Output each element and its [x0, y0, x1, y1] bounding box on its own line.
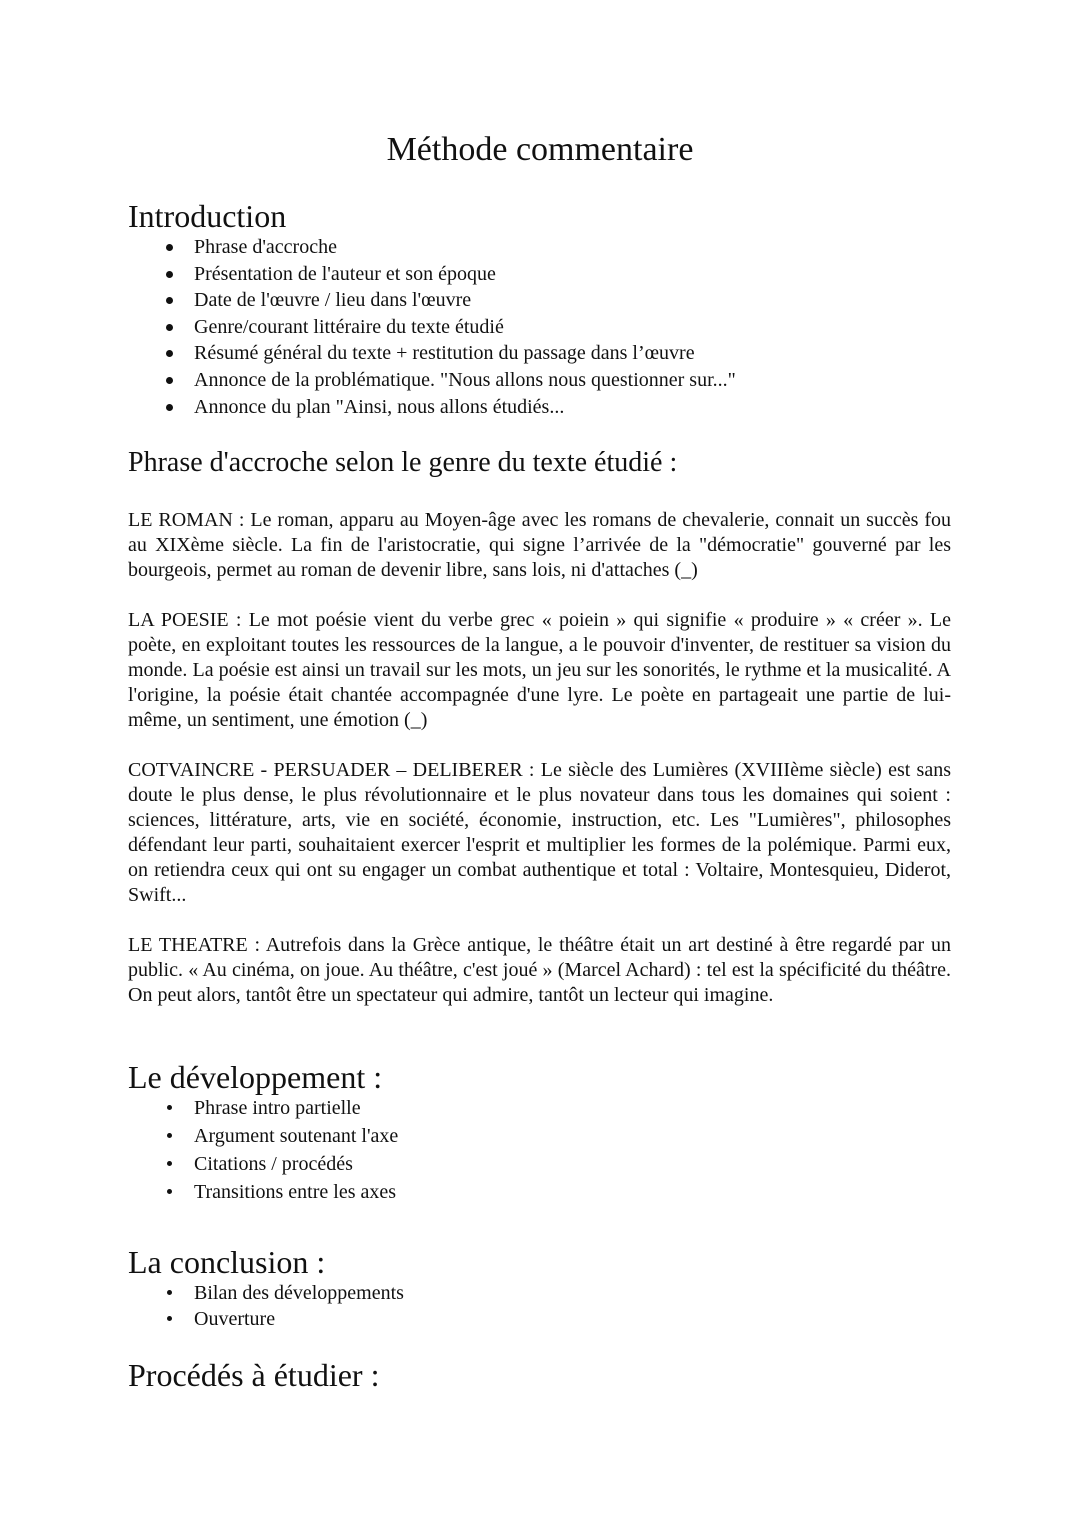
list-item: Bilan des développements	[128, 1280, 948, 1306]
list-item: Annonce du plan "Ainsi, nous allons étudiés...	[128, 394, 948, 421]
introduction-list	[128, 234, 948, 420]
conclusion-list	[128, 1280, 948, 1332]
list-item: Transitions entre les axes	[128, 1178, 948, 1206]
list-item: Citations / procédés	[128, 1150, 948, 1178]
list-item: Annonce de la problématique. "Nous allons nous questionner sur..."	[128, 367, 948, 394]
paragraph-poesie: LA POESIE : Le mot poésie vient du verbe grec « poiein » qui signifie « produire » « créer ». Le poète, en exploitant toutes les ressources de la langue, a le pouvoir d'inventer, de restituer sa vision du monde. La poésie est ainsi un travail sur les mots, un jeu sur les sonorités, le rythme et la musicalité. A l'origine, la poésie était chantée accompagnée d'une lyre. Le poète en partageait une partie de lui-même, un sentiment, une émotion (_)	[128, 609, 951, 731]
paragraph-roman: LE ROMAN : Le roman, apparu au Moyen-âge avec les romans de chevalerie, connait un succès fou au XIXème siècle. La fin de l'aristocratie, qui signe l’arrivée de la "démocratie" gouverné par les bourgeois, permet au roman de devenir libre, sans lois, ni d'attaches (_)	[128, 509, 951, 581]
paragraph-theatre: LE THEATRE : Autrefois dans la Grèce antique, le théâtre était un art destiné à être regardé par un public. « Au cinéma, on joue. Au théâtre, c'est joué » (Marcel Achard) : tel est la spécificité du théâtre. On peut alors, tantôt être un spectateur qui admire, tantôt un lecteur qui imagine.	[128, 934, 951, 1006]
list-item: Genre/courant littéraire du texte étudié	[128, 314, 948, 341]
conclusion-heading: La conclusion :	[128, 1244, 326, 1280]
list-item: Phrase d'accroche	[128, 234, 948, 261]
developpement-heading: Le développement :	[128, 1059, 383, 1095]
developpement-list	[128, 1094, 948, 1206]
procedes-heading: Procédés à étudier :	[128, 1357, 380, 1393]
list-item: Argument soutenant l'axe	[128, 1122, 948, 1150]
list-item: Phrase intro partielle	[128, 1094, 948, 1122]
list-item: Résumé général du texte + restitution du passage dans l’œuvre	[128, 340, 948, 367]
list-item: Présentation de l'auteur et son époque	[128, 261, 948, 288]
list-item: Date de l'œuvre / lieu dans l'œuvre	[128, 287, 948, 314]
paragraph-lumieres: COTVAINCRE - PERSUADER – DELIBERER : Le siècle des Lumières (XVIIIème siècle) est sans doute le plus dense, le plus révolutionnaire et le plus novateur dans tous les domaines qui soient : sciences, littérature, arts, vie en société, économie, instruction, etc. Les "Lumières", philosophes défendant leur parti, souhaitaient exercer l'esprit et multiplier les formes de la polémique. Parmi eux, on retiendra ceux qui ont su engager un combat authentique et total : Voltaire, Montesquieu, Diderot, Swift...	[128, 759, 951, 906]
page-title: Méthode commentaire	[386, 131, 694, 168]
introduction-heading: Introduction	[128, 198, 287, 234]
accroche-heading: Phrase d'accroche selon le genre du texte étudié :	[128, 447, 678, 478]
list-item: Ouverture	[128, 1306, 948, 1332]
